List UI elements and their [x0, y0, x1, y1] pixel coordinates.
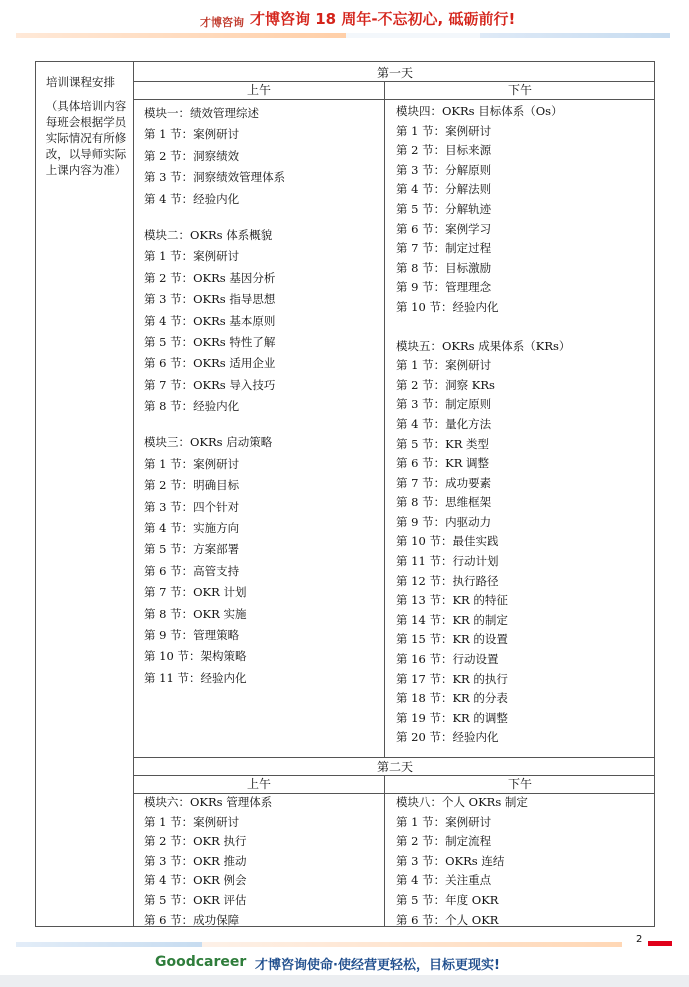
module-title: 模块四：OKRs 目标体系（Os） [396, 104, 563, 118]
day2-pm-label: 下午 [507, 777, 532, 791]
session-item: 第 1 节：案例研讨 [144, 456, 240, 471]
session-item: 第 20 节：经验内化 [396, 730, 499, 745]
module-title: 模块八：个人 OKRs 制定 [396, 795, 528, 809]
day1-column-divider [384, 100, 385, 757]
session-item: 第 7 节：成功要素 [396, 475, 492, 490]
schedule-note: （具体培训内容每班会根据学员实际情况有所修改，以导师实际上课内容为准） [45, 99, 127, 177]
session-item: 第 3 节：分解原则 [396, 162, 492, 177]
session-item: 第 8 节：经验内化 [144, 399, 240, 414]
session-item: 第 4 节：OKRs 基本原则 [144, 313, 276, 328]
header-logo: 才博咨询 [200, 16, 244, 29]
session-item: 第 8 节：思维框架 [396, 495, 492, 510]
list-spacer [144, 210, 285, 225]
schedule-title: 培训课程安排 [46, 75, 115, 89]
session-item: 第 10 节：最佳实践 [396, 534, 499, 549]
module-title: 模块一：绩效管理综述 [144, 106, 259, 120]
session-item: 第 15 节：KR 的设置 [396, 632, 508, 647]
day1-am-label: 上午 [246, 83, 271, 97]
session-item: 第 1 节：案例研讨 [396, 358, 492, 373]
day1-afternoon-list [396, 102, 570, 748]
module-title: 模块三：OKRs 启动策略 [144, 435, 273, 450]
day2-afternoon-list [396, 793, 528, 927]
session-item: 第 1 节：案例研讨 [396, 123, 492, 138]
day1-pm-label: 下午 [507, 83, 532, 97]
session-item: 第 1 节：案例研讨 [144, 127, 240, 142]
session-item: 第 3 节：OKRs 指导思想 [144, 292, 276, 307]
session-item: 第 6 节：KR 调整 [396, 456, 490, 471]
session-item: 第 9 节：管理理念 [396, 280, 492, 295]
session-item: 第 4 节：OKR 例会 [144, 873, 247, 888]
session-item: 第 3 节：制定原则 [396, 397, 492, 412]
session-item: 第 8 节：目标激励 [396, 260, 492, 275]
day2-am-label: 上午 [246, 777, 271, 791]
module-title: 模块五：OKRs 成果体系（KRs） [396, 338, 571, 353]
session-item: 第 2 节：洞察 KRs [396, 377, 495, 392]
module-title: 模块二：OKRs 体系概貌 [144, 227, 273, 242]
day2-label: 第二天 [134, 758, 655, 776]
header-bar-middle [346, 33, 480, 38]
session-item: 第 5 节：KR 类型 [396, 436, 490, 451]
day2-half-header [134, 776, 655, 794]
session-item: 第 9 节：内驱动力 [396, 514, 492, 529]
session-item: 第 13 节：KR 的特征 [396, 593, 508, 608]
page-header [0, 0, 689, 44]
session-item: 第 5 节：OKR 评估 [144, 892, 247, 907]
day2-column-divider [384, 794, 385, 927]
session-item: 第 19 节：KR 的调整 [396, 710, 508, 725]
session-item: 第 6 节：高管支持 [144, 563, 240, 578]
session-item: 第 10 节：经验内化 [396, 299, 499, 314]
session-item: 第 4 节：分解法则 [396, 182, 492, 197]
session-item: 第 1 节：案例研讨 [144, 249, 240, 264]
day1-label: 第一天 [134, 64, 655, 82]
session-item: 第 2 节：OKRs 基因分析 [144, 270, 276, 285]
session-item: 第 5 节：方案部署 [144, 542, 240, 557]
session-item: 第 5 节：OKRs 特性了解 [144, 334, 276, 349]
header-slogan: 才博咨询 18 周年-不忘初心, 砥砺前行! [250, 10, 516, 28]
footer-brand-logo: Goodcareer [155, 954, 247, 970]
session-item: 第 3 节：OKR 推动 [144, 853, 247, 868]
page-number: 2 [636, 934, 643, 945]
session-item: 第 10 节：架构策略 [144, 649, 247, 664]
session-item: 第 14 节：KR 的制定 [396, 612, 508, 627]
session-item: 第 1 节：案例研讨 [396, 814, 492, 829]
day1-morning-list [144, 103, 285, 689]
session-item: 第 6 节：个人 OKR [396, 912, 499, 927]
footer-strip [0, 975, 689, 987]
session-item: 第 11 节：经验内化 [144, 670, 247, 685]
session-item: 第 7 节：OKR 计划 [144, 585, 247, 600]
session-item: 第 7 节：OKRs 导入技巧 [144, 377, 276, 392]
page-number-marker [648, 941, 672, 946]
session-item: 第 1 节：案例研讨 [144, 814, 240, 829]
day2-morning-list [144, 793, 272, 927]
session-item: 第 5 节：年度 OKR [396, 892, 499, 907]
session-item: 第 2 节：制定流程 [396, 834, 492, 849]
session-item: 第 17 节：KR 的执行 [396, 671, 508, 686]
schedule-label-column [36, 62, 134, 926]
footer-bar-left [16, 942, 202, 947]
session-item: 第 2 节：目标来源 [396, 143, 492, 158]
day1-half-header [134, 82, 655, 100]
module-title: 模块六：OKRs 管理体系 [144, 795, 273, 809]
session-item: 第 4 节：量化方法 [396, 416, 492, 431]
session-item: 第 3 节：四个针对 [144, 499, 240, 514]
session-item: 第 2 节：明确目标 [144, 478, 240, 493]
session-item: 第 11 节：行动计划 [396, 554, 499, 569]
footer-bar-right [202, 942, 622, 947]
session-item: 第 6 节：成功保障 [144, 912, 240, 927]
session-item: 第 18 节：KR 的分表 [396, 691, 508, 706]
list-spacer [144, 417, 285, 432]
session-item: 第 9 节：管理策略 [144, 627, 240, 642]
session-item: 第 4 节：关注重点 [396, 873, 492, 888]
session-item: 第 7 节：制定过程 [396, 241, 492, 256]
session-item: 第 4 节：经验内化 [144, 191, 240, 206]
session-item: 第 8 节：OKR 实施 [144, 606, 247, 621]
list-spacer [396, 318, 570, 337]
session-item: 第 3 节：洞察绩效管理体系 [144, 170, 286, 185]
session-item: 第 12 节：执行路径 [396, 573, 499, 588]
header-bar-left [16, 33, 346, 38]
header-bar-right [480, 33, 670, 38]
footer-tagline: 才博咨询使命·使经营更轻松，目标更现实! [255, 958, 500, 973]
session-item: 第 16 节：行动设置 [396, 652, 499, 667]
course-schedule-table [35, 61, 655, 927]
session-item: 第 4 节：实施方向 [144, 521, 240, 536]
session-item: 第 2 节：OKR 执行 [144, 834, 247, 849]
session-item: 第 5 节：分解轨迹 [396, 201, 492, 216]
session-item: 第 6 节：OKRs 适用企业 [144, 356, 276, 371]
session-item: 第 6 节：案例学习 [396, 221, 492, 236]
session-item: 第 2 节：洞察绩效 [144, 148, 240, 163]
session-item: 第 3 节：OKRs 连结 [396, 853, 505, 868]
